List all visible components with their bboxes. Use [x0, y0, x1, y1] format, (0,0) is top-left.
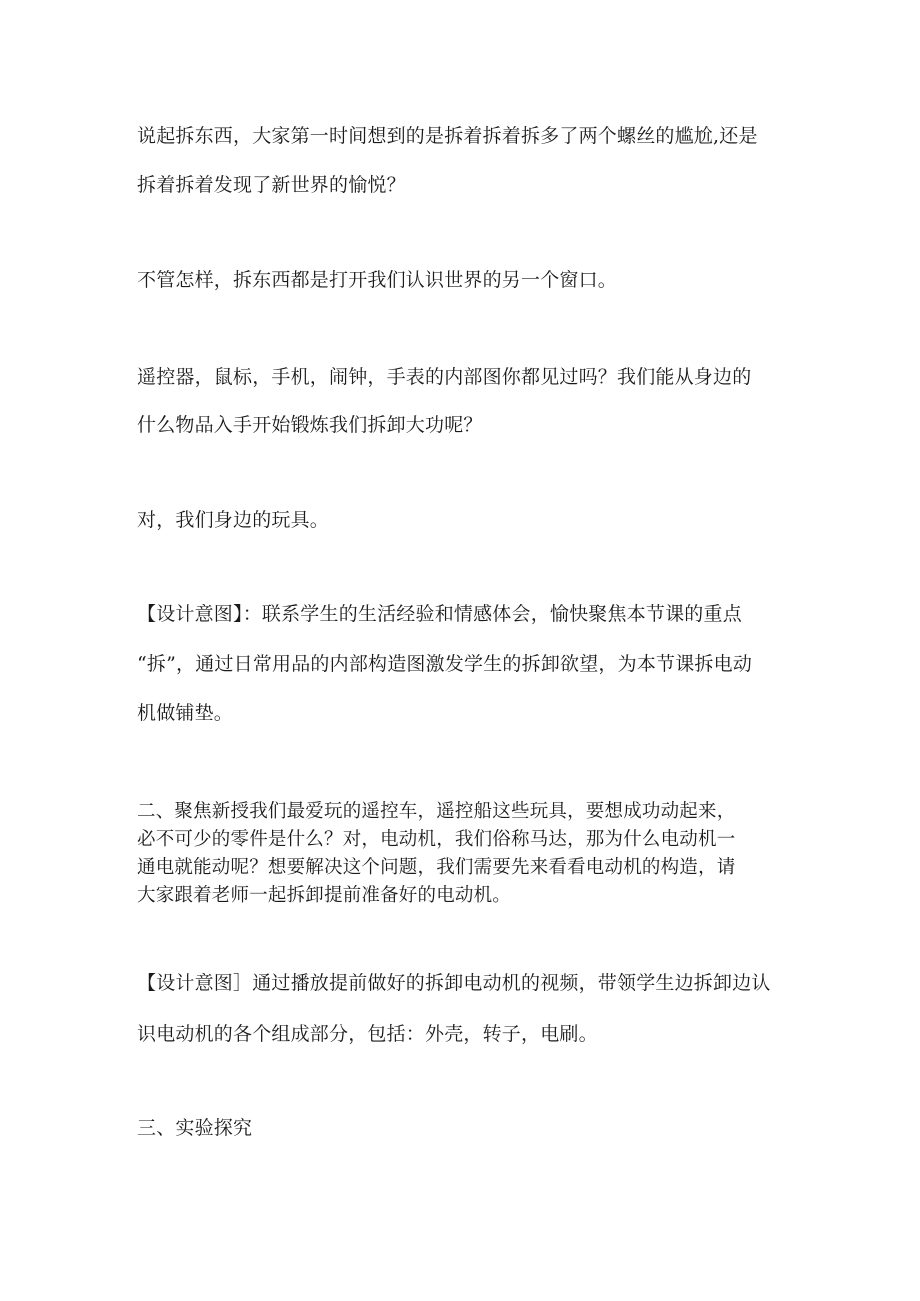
section-two-line-4: 大家跟着老师一起拆卸提前准备好的电动机。 [137, 885, 512, 906]
design-intent-2-line-1: 【设计意图］通过播放提前做好的拆卸电动机的视频，带领学生边拆卸边认 [137, 972, 771, 994]
paragraph-3-line-2: 什么物品入手开始锻炼我们拆卸大功呢？ [137, 414, 483, 436]
design-intent-1-line-2: “拆”，通过日常用品的内部构造图激发学生的拆卸欲望，为本节课拆电动 [137, 653, 753, 675]
paragraph-3-line-1: 遥控器，鼠标，手机，闹钟，手表的内部图你都见过吗？我们能从身边的 [137, 366, 752, 388]
paragraph-1-line-2: 拆着拆着发现了新世界的愉悦？ [137, 174, 406, 196]
paragraph-4-line-1: 对，我们身边的玩具。 [137, 509, 330, 531]
design-intent-1-line-1: 【设计意图】：联系学生的生活经验和情感体会，愉快聚焦本节课的重点 [137, 603, 742, 625]
section-two-line-3: 通电就能动呢？想要解决这个问题，我们需要先来看看电动机的构造，请 [137, 857, 736, 878]
section-two-line-1: 二、聚焦新授我们最爱玩的遥控车，遥控船这些玩具，要想成功动起来， [137, 801, 736, 822]
design-intent-2-line-2: 识电动机的各个组成部分，包括：外壳，转子，电刷。 [137, 1023, 598, 1045]
paragraph-2-line-1: 不管怎样，拆东西都是打开我们认识世界的另一个窗口。 [137, 269, 618, 291]
section-three-heading: 三、实验探究 [137, 1117, 253, 1139]
design-intent-1-line-3: 机做铺垫。 [137, 702, 234, 724]
paragraph-1-line-1: 说起拆东西，大家第一时间想到的是拆着拆着拆多了两个螺丝的尴尬,还是 [137, 125, 758, 147]
section-two-line-2: 必不可少的零件是什么？对，电动机，我们俗称马达，那为什么电动机一 [137, 829, 736, 850]
